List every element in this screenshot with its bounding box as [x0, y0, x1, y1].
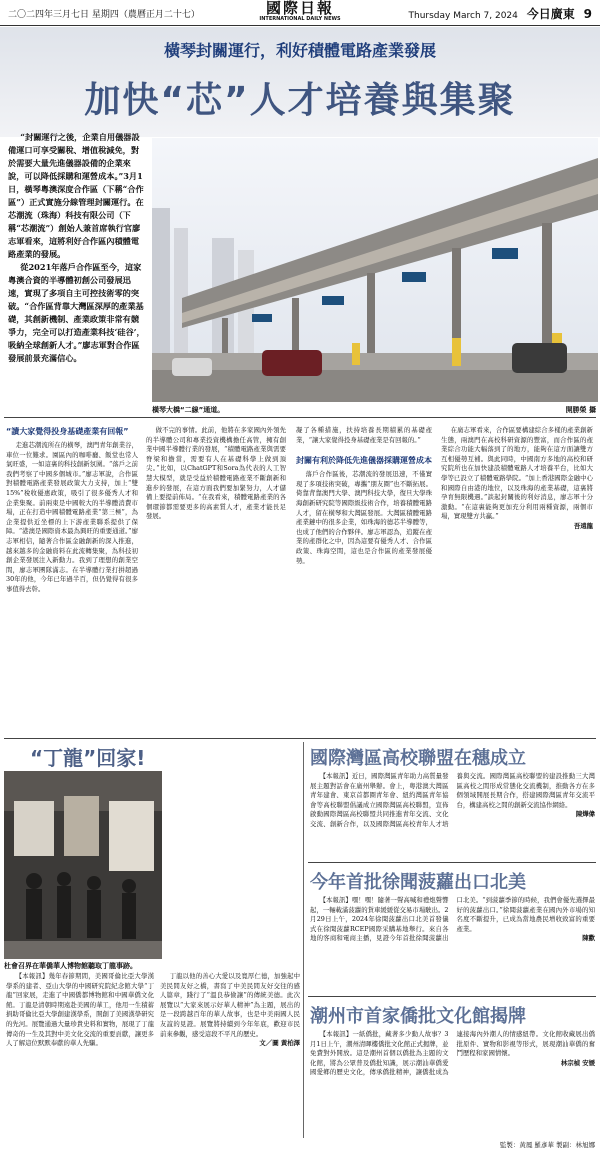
divider	[4, 417, 596, 418]
column-1	[6, 426, 138, 731]
logo-subtitle: INTERNATIONAL DAILY NEWS	[259, 16, 341, 22]
toll-gate-illustration	[152, 138, 598, 402]
column-2	[146, 426, 286, 731]
subheadline: 橫琴封關運行，利好積體電路產業發展	[163, 41, 436, 60]
header-date: 二〇二四年三月七日 星期四（農曆正月二十七）	[8, 10, 200, 20]
overseas-letter-museum-text	[310, 1030, 595, 1138]
pineapple-export-title: 今年首批徐聞菠蘿出口北美	[310, 872, 526, 893]
col3-heading: 封關有利於降低先進儀器採購運營成本	[296, 456, 432, 466]
dragon-column-2	[160, 972, 300, 1137]
photo-caption	[152, 405, 598, 415]
pineapple-export-text	[310, 896, 595, 992]
page-number: 9	[583, 7, 592, 21]
logo-title: 國際日報	[265, 0, 334, 17]
bay-area-alliance-text	[310, 772, 595, 858]
header-right	[409, 5, 592, 22]
dragon-signature: 文／圖 黃柏澤	[259, 1039, 300, 1048]
section-name: 今日廣東	[526, 7, 575, 21]
photo-credit: 開勝榮 攝	[565, 406, 596, 414]
bay-area-alliance-title: 國際灣區高校聯盟在穗成立	[310, 748, 526, 769]
col3-text-2: 落戶合作區後，芯潮流的發展迅速，不僅實現了多項技術突破，專攜“朋友圈”也不斷拓展。倚靠背靠澳門大學、澳門科技大學，復旦大學珠海創新研究院等國際級技術合作，培養積體電路人才，留在橫琴和大灣區發展。大灣區積體電路產業鏈中的很多企業，如珠海的德芯半導體等，也成了他們的合作夥伴。廖志軍認為，追蹤在產業的產群化之中，因為這要有優秀人才、合作區政策、珠海空間，這也是合作區的產業發展優勢。	[296, 470, 432, 565]
lede-text-1: “封關運行之後，企業自用儀器設備運口可享受關稅、增值稅減免，對於需要大量先進儀器設備的企業來說，可以降低採購和運營成本。”3月1日，橫琴粵澳深度合作區（下稱“合作區”）正式實施分線管理封關運行。在芯潮流（珠海）科技有限公司（下稱“芯潮流”）創始人兼首席執行官廖志軍看來，這將利好合作區內積體電路產業的發展。	[8, 132, 144, 259]
col1-text: 走進芯潮流所在的橫琴，澳門青年創業谷，車位一位難求。園區內的咖啡廳、飯堂也常人氣旺盛，一如這裏的科技創新氛圍。“落戶之前我們考察了中國多個城市。”廖志軍說，合作區對積體電路產業發展政策大力支持，加上“雙15%”稅收優惠政策，吸引了很多優秀人才和企業集聚。前兩東是中國較大的半導體消費市場，正在打造中國積體電路產業“第三極”，為企業提供近坐標的上下游產業聯系提供了保障。“港澳是國際資本最為興旺的重要通道。”廖志軍相信，隨著合作區金融創新的深入推進，越來越多的金融資料在此流轉集聚，為科技初創企業發展注入新動力。我到了理想的創業空間，廖志軍團隊滿志。在半導體行業打拼超過30年的他，今年已年過半百，但仍覺得有很多事值得去幹。	[6, 441, 138, 593]
photo-caption-text: 橫琴大橋“二線”通道。	[152, 406, 225, 414]
header-date-en: Thursday March 7, 2024	[408, 11, 518, 21]
divider	[308, 996, 596, 997]
column-divider	[303, 742, 304, 1138]
section3-text: 【本報訊】嘿！嘿！隨著一聲高喊和禮炮聲響起，一輛載滿菠蘿的貨車緩緩從交易市場駛出。2月29日上午，2024年徐聞菠蘿出口北美首發儀式在徐聞菠蘿RCEP國際采購基地舉行。來自各地的客商和電商主播，見證今年首批徐聞菠蘿出口北美。“到菠蘿季節的時候，我們會優先選擇最好的菠蘿出口。”徐聞菠蘿產業在國內外市場的知名度不斷提升，已成為當地農民增收致富的重要產業。	[310, 896, 595, 943]
column-4	[441, 426, 593, 731]
section3-signature: 陳歡	[582, 934, 595, 943]
col4-signature: 吾遠龍	[573, 521, 593, 530]
section4-text: 【本報訊】一紙僑批，藏著多少動人故事？3月1日上午，潮州清暉樓僑批文化館正式揭牌，並免費對外開放。這是潮州首個以僑批為主題的文化館，將為公眾普及僑批知識，展示潮汕華僑愛國愛鄉的歷史文化，傳承僑批精神，讓僑批成為連接海內外潮人的情感紐帶。文化館收藏展出僑批原件、實物和影視等形式，展現潮汕華僑的奮鬥歷程和家國情懷。	[310, 1030, 595, 1077]
exhibition-caption: 杜會召界在華僑華人博物館聽取丁龍事跡。	[4, 962, 137, 970]
dragon-column-1	[6, 972, 154, 1137]
dragon-text: 【本報訊】幾年春節期間，美國哥倫比亞大學漢學系的建者、亞山大學的中國研究院紀念館大學“丁龍”回家展，走進了中國僑都博物館和中國華僑文化館。丁龍是清朝時期遠赴美國的華工，他用一生積蓄捐助哥倫比亞大學創建漢學系，開創了美國漢學研究的先河。展覽通過大量珍貴史料和實物，展現了丁龍傳奇的一生及其對中美文化交流的重要貢獻，讓更多人了解這位默默奉獻的華人先驅。	[6, 972, 154, 1048]
dragon-section-title: “丁龍”回家!	[30, 746, 146, 770]
column-3	[296, 426, 432, 731]
divider	[4, 738, 596, 739]
section4-signature: 林宗楨 安媛	[560, 1058, 595, 1067]
page-header	[0, 0, 600, 26]
main-headline: 加快“芯”人才培養與集聚	[84, 80, 516, 121]
lede-paragraph	[8, 131, 146, 365]
dragon-text-2: 丁龍以他的善心大愛以及寬厚仁德，加強起中美民間友好之橋，書寫了中美民間友好交往的感人篇章，踐行了“溫良恭儉讓”的傳統美德。此次展覽以“大家來展示好華人精神”為主題，展出的是一段跨越百年的華人故事，也是中美兩國人民友誼的見證。展覽將持續到今年年底，歡迎市民前來參觀，感受這段不平凡的歷史。	[160, 972, 300, 1038]
col1-heading: “讀大家覺得投身基礎產業有回報”	[6, 427, 129, 436]
section2-text: 【本報訊】近日，國際灣區青年助力高質量發展主題對話會在廣州舉辦。會上，粵港澳大灣區青年建會、東京首都圈青年會、紐約灣區青年協會等高校聯盟倡議成立國際灣區高校聯盟，宣佈啟動國際灣區高校聯盟共同推進青年交流、文化交流、創新合作，以及國際灣區高校青年人才培養與交流。國際灣區高校聯盟的建設推動三大灣區高校之間形成常態化交流機制，推動各方在多個領域開展長期合作，搭建國際灣區青年交流平台，構建高校之間的創新交流協作網絡。	[310, 772, 595, 828]
col3-text-1: 凝了各種措施，扶持培養長期積累的基礎產業，“讓大家覺得投身基礎產業是有回報的。”	[296, 426, 432, 444]
col2-text: 做不完的事情。此前，他將在多家國內外領先的半導體公司和專業投資機構擔任高管，擁有創業中國半導體行業的發展，“積體電路產業與需要脊梁和擔當，需要有人在基礎科學上做到頂尖。”比如，以ChatGPT和Sora為代表的人工智慧大模型，就是受益於積體電路產業不斷創新和進步的發展，在這方面我們要加緊努力，人才儲備上要提前佈局。“在我看來，積體電路產業的各個環節都需要更多的高素質人才，產業才能長足發展。	[146, 426, 286, 521]
exhibition-illustration	[4, 771, 162, 959]
col4-text: 在廣志軍看來，合作區要構建綜合多樣的產業創新生態，兩澳門在高校科研資源的豐富，而合作區的產業綜合功能大幅落到了的地方，能夠在這方面讓雙方互相優勢互補。與此同時，中國南方多地的高校和研究院所也在加快建設積體電路人才培養平台，比如大學等已設立了積體電路學院。“加上香港國際金融中心和國際自由港的地位，以及珠海的產業基礎，這裏將孕育無限機遇。”談起封關後的利好消息，廖志軍十分激動。“在這裏能夠更加充分利用兩種資源，兩個市場，實現雙方共贏。”	[441, 426, 593, 521]
lede-text-2: 從2021年落戶合作區至今，這家粵澳合資的半導體初創公司發展迅速，實現了多項自主可控技術零的突破。“合作區背靠大灣區深厚的產業基礎，其創新機制、產業政策非常有競爭力，完全可以打造產業科技‘硅谷’，吸納全球創新人才。”廖志軍對合作區發展前景充滿信心。	[8, 262, 145, 363]
overseas-letter-museum-title: 潮州市首家僑批文化館揭牌	[310, 1006, 526, 1027]
toll-gate-photo	[152, 138, 598, 402]
editor-credits: 監製：黃鳳 羅彥華 製副：林旭娜	[499, 1141, 595, 1149]
section2-signature: 陳燁偉	[575, 810, 595, 819]
divider	[308, 862, 596, 863]
newspaper-logo	[230, 1, 370, 23]
exhibition-photo	[4, 771, 162, 959]
